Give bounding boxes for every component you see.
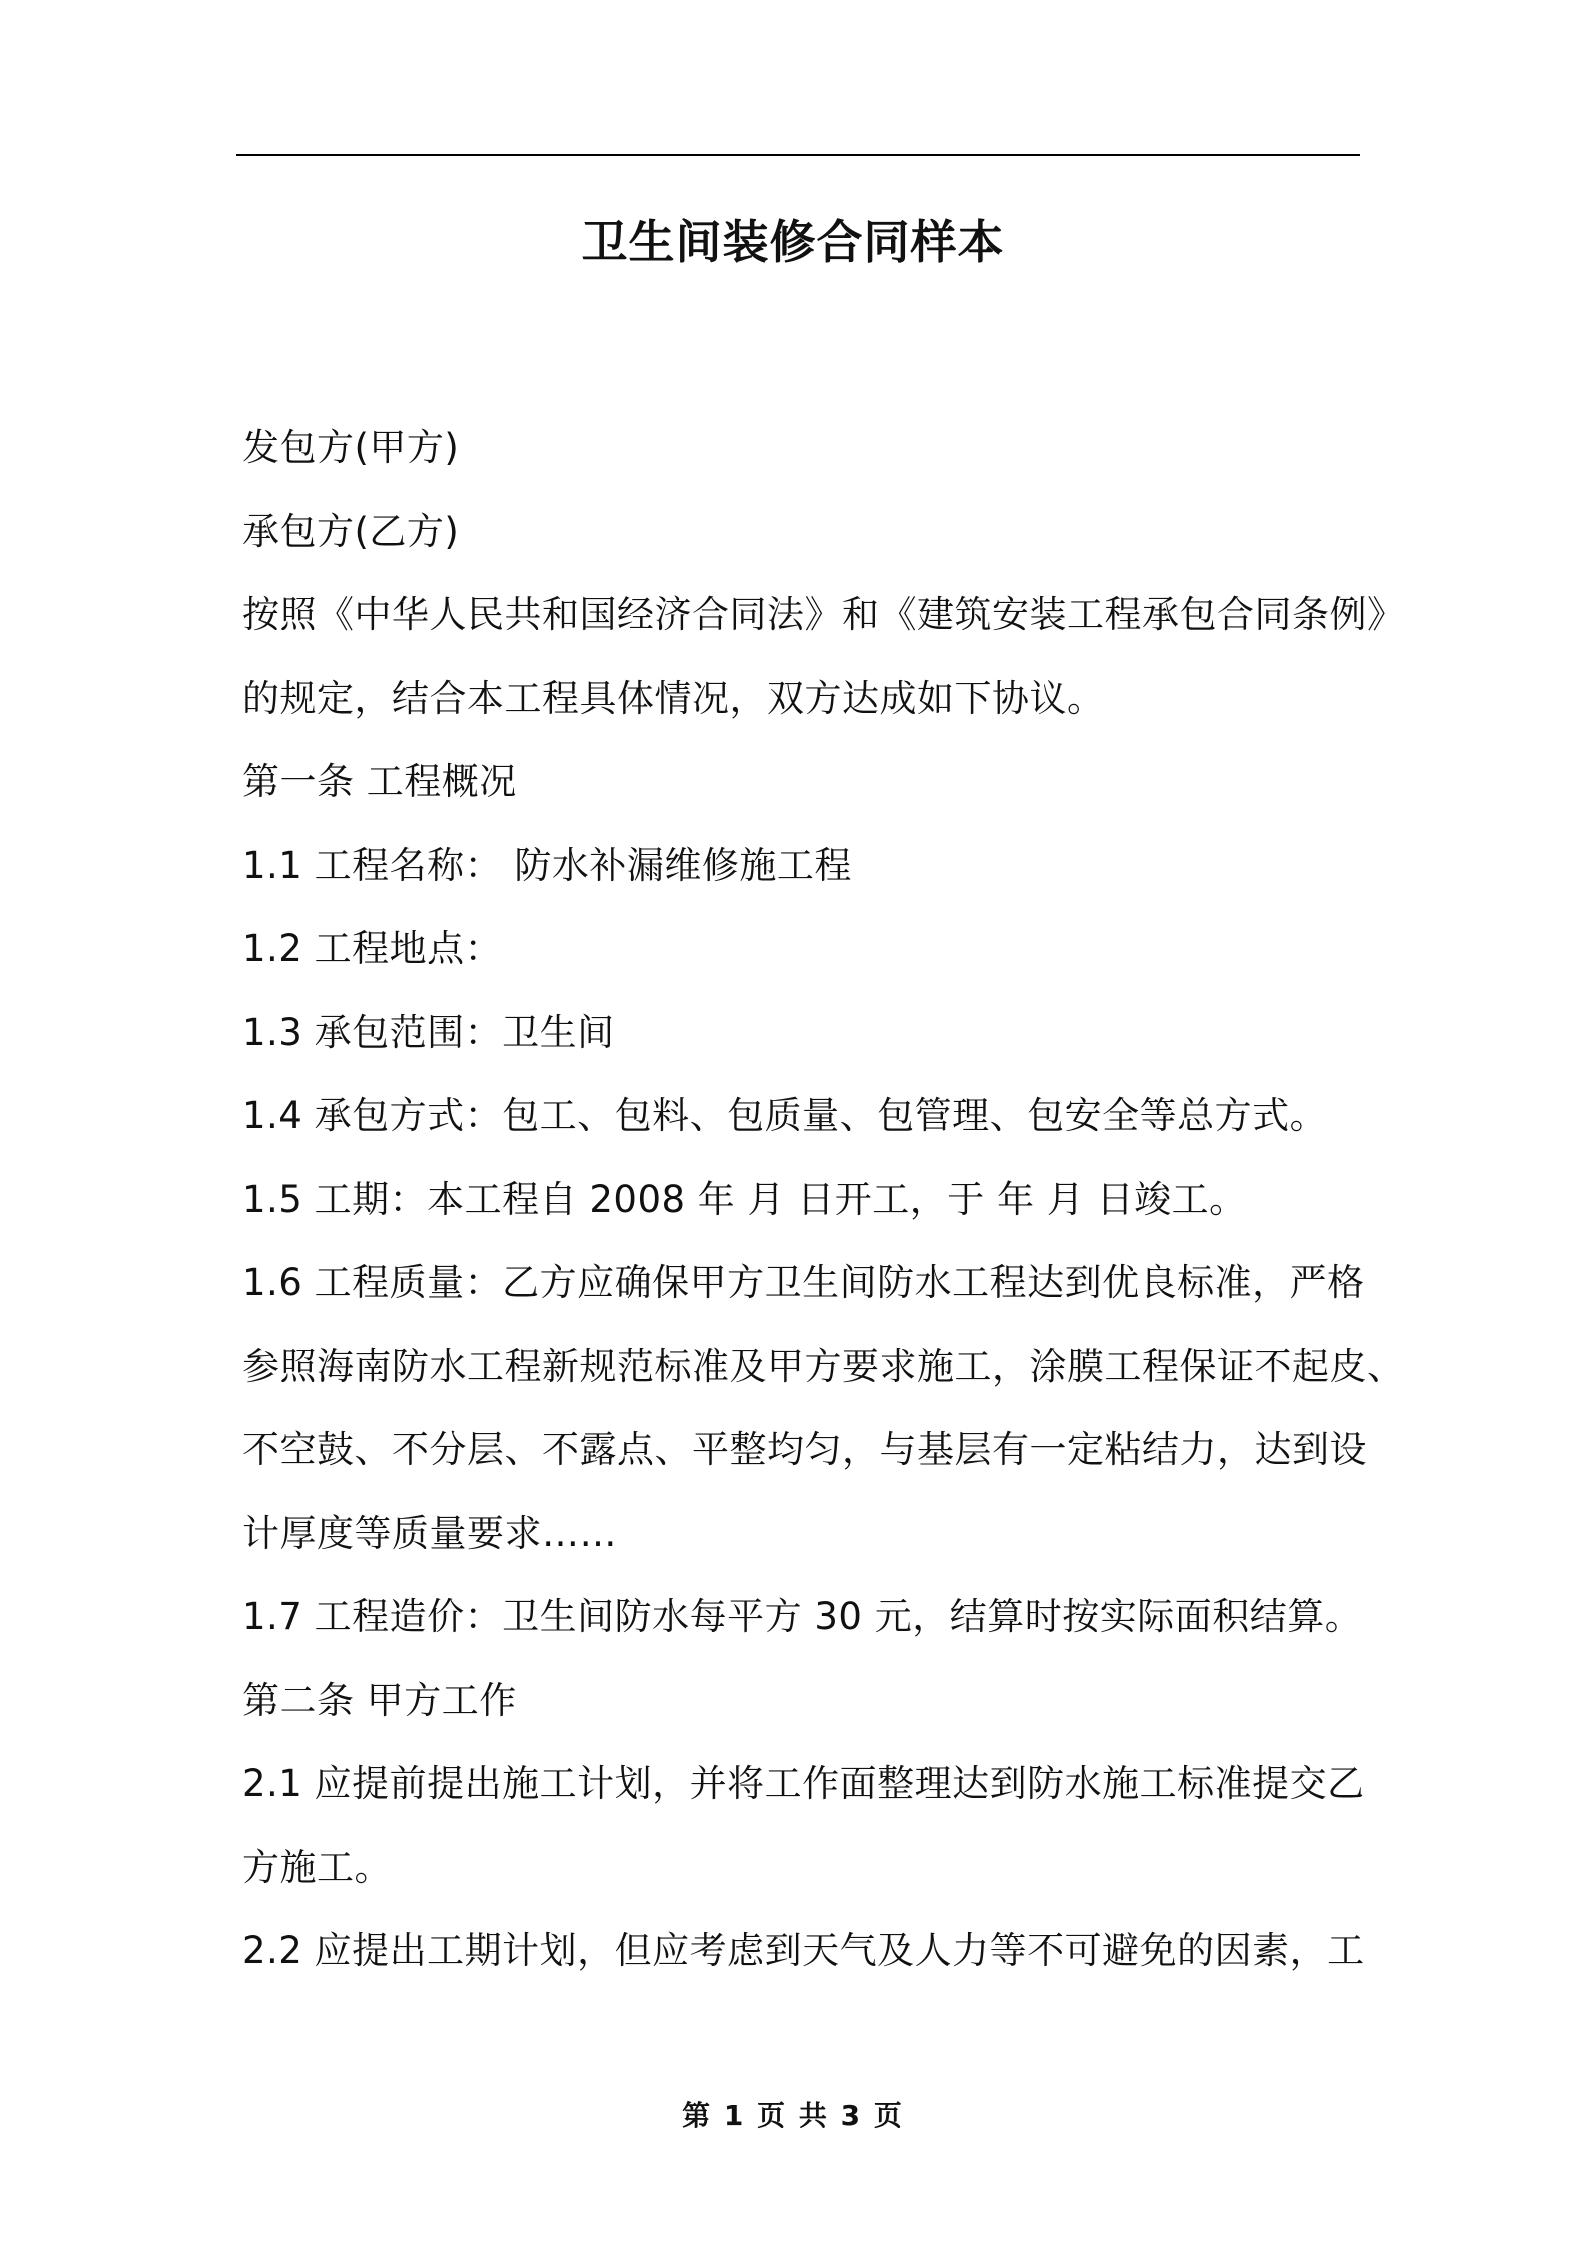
clause-1-4: 1.4 承包方式：包工、包料、包质量、包管理、包安全等总方式。 (242, 1094, 1328, 1137)
header-rule (236, 154, 1360, 156)
clause-1-1: 1.1 工程名称： 防水补漏维修施工程 (242, 843, 852, 887)
clause-2-1-line-2: 方施工。 (242, 1845, 392, 1889)
clause-2-1-line-1: 2.1 应提前提出施工计划，并将工作面整理达到防水施工标准提交乙 (242, 1762, 1365, 1805)
clause-1-6-line-3: 不空鼓、不分层、不露点、平整均匀，与基层有一定粘结力，达到设 (242, 1428, 1367, 1471)
document-title: 卫生间装修合同样本 (581, 215, 1005, 269)
document-body (242, 406, 1405, 1993)
article-2-heading: 第二条 甲方工作 (242, 1678, 517, 1722)
party-a-line: 发包方(甲方) (242, 426, 460, 469)
preamble-line-2: 的规定，结合本工程具体情况，双方达成如下协议。 (242, 676, 1105, 720)
page-footer: 第 1 页 共 3 页 (682, 2099, 904, 2132)
clause-2-2-line-1: 2.2 应提出工期计划，但应考虑到天气及人力等不可避免的因素，工 (242, 1929, 1365, 1972)
party-b-line: 承包方(乙方) (242, 509, 460, 553)
clause-1-6-line-1: 1.6 工程质量：乙方应确保甲方卫生间防水工程达到优良标准，严格 (242, 1261, 1365, 1304)
clause-1-2: 1.2 工程地点： (242, 927, 503, 970)
preamble-line-1: 按照《中华人民共和国经济合同法》和《建筑安装工程承包合同条例》 (242, 593, 1405, 636)
clause-1-7: 1.7 工程造价：卫生间防水每平方 30 元，结算时按实际面积结算。 (242, 1595, 1363, 1638)
clause-1-3: 1.3 承包范围：卫生间 (242, 1010, 615, 1054)
clause-1-6-line-2: 参照海南防水工程新规范标准及甲方要求施工，涂膜工程保证不起皮、 (242, 1344, 1405, 1388)
article-1-heading: 第一条 工程概况 (242, 760, 517, 803)
clause-1-5: 1.5 工期：本工程自 2008 年 月 日开工，于 年 月 日竣工。 (242, 1177, 1247, 1221)
clause-1-6-line-4: 计厚度等质量要求…… (242, 1511, 617, 1555)
